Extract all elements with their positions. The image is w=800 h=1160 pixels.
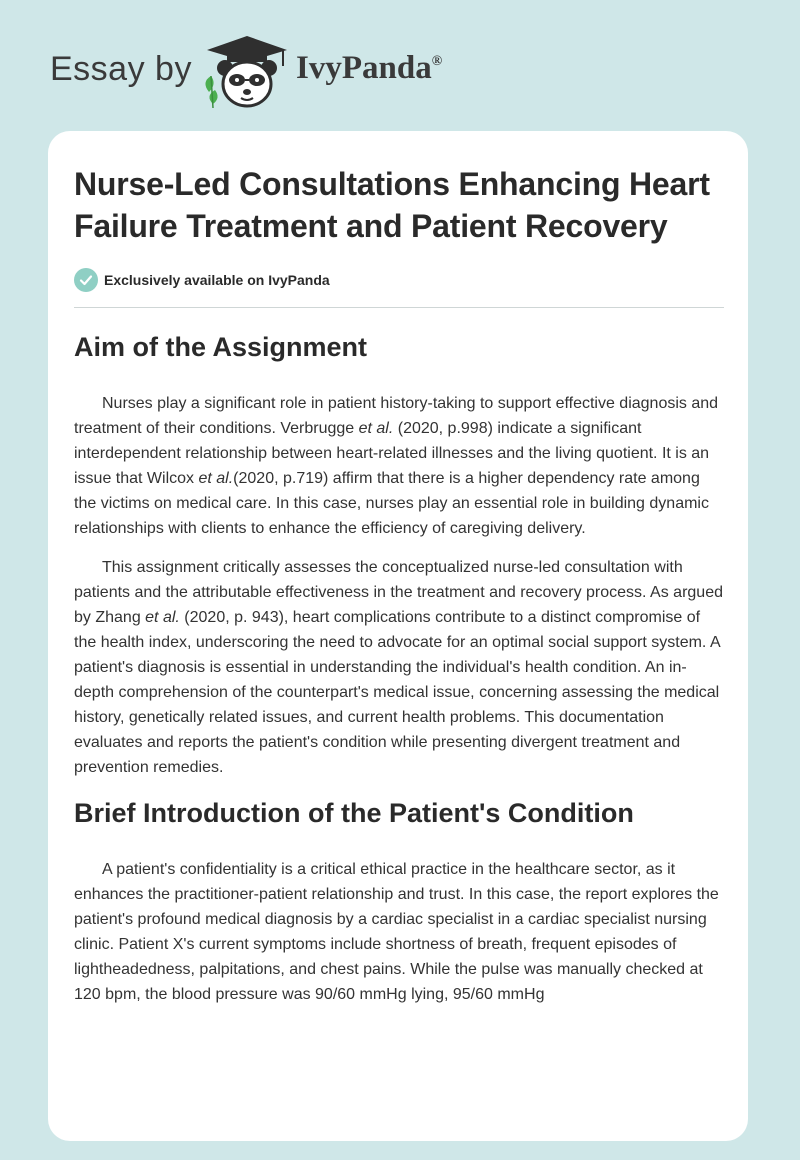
paragraph-text: (2020, p.998) indicate a significant interdependent relationship between heart-related illnesses and the living quotient. It is an issue that Wilcox	[74, 420, 710, 487]
citation-italic: et al.	[358, 420, 394, 437]
panda-logo-icon[interactable]	[197, 32, 297, 112]
brand-prefix: Essay by	[50, 50, 192, 88]
paragraph-text: This assignment critically assesses the conceptualized nurse-led consultation with patients and the attributable effectiveness in the treatment and recovery process. As argued by Zhang	[74, 559, 723, 626]
citation-italic: et al.	[198, 470, 234, 487]
paragraph	[74, 555, 724, 780]
paragraph-text: Nurses play a significant role in patient history-taking to support effective diagnosis and treatment of their conditions. Verbrugge	[74, 395, 719, 437]
paragraph	[74, 857, 724, 1007]
section-heading-introduction: Brief Introduction of the Patient's Condition	[74, 798, 634, 828]
site-header	[0, 0, 800, 120]
paragraph	[74, 391, 724, 541]
citation-italic: et al.	[145, 609, 180, 626]
paragraph-text: (2020, p. 943), heart complications contribute to a distinct compromise of the health index, underscoring the need to advocate for an optimal social support system. A patient's diagnosis is essential in understanding the individual's health condition. An in-depth comprehension of the counterpart's medical issue, concerning assessing the medical history, genetically related issues, and current health problems. This documentation evaluates and reports the patient's condition while presenting divergent treatment and prevention remedies.	[74, 609, 720, 776]
divider	[74, 307, 724, 308]
paragraph-text: A patient's confidentiality is a critical ethical practice in the healthcare sector, as it enhances the practitioner-patient relationship and trust. In this case, the report explores the patient's profound medical diagnosis by a cardiac specialist in a cardiac specialist nursing clinic. Patient X's current symptoms include shortness of breath, frequent episodes of lightheadedness, palpitations, and chest pains. While the pulse was manually checked at 120 bpm, the blood pressure was 90/60 mmHg lying, 95/60 mmHg	[74, 861, 719, 1003]
essay-title: Nurse-Led Consultations Enhancing Heart Failure Treatment and Patient Recovery	[74, 166, 710, 244]
essay-content	[74, 163, 724, 1007]
exclusive-label: Exclusively available on IvyPanda	[104, 272, 330, 288]
section-heading-aim: Aim of the Assignment	[74, 332, 368, 362]
registered-mark: ®	[431, 54, 443, 69]
paragraph-text: (2020, p.719) affirm that there is a higher dependency rate among the victims on medical care. In this case, nurses play an essential role in building dynamic relationships with clients to enhance the efficiency of caregiving delivery.	[74, 470, 709, 537]
essay-card	[48, 131, 748, 1141]
check-circle-icon	[74, 268, 98, 292]
exclusive-badge	[74, 267, 724, 293]
brand-name-text: IvyPanda	[296, 50, 432, 86]
brand-name[interactable]	[296, 50, 442, 87]
